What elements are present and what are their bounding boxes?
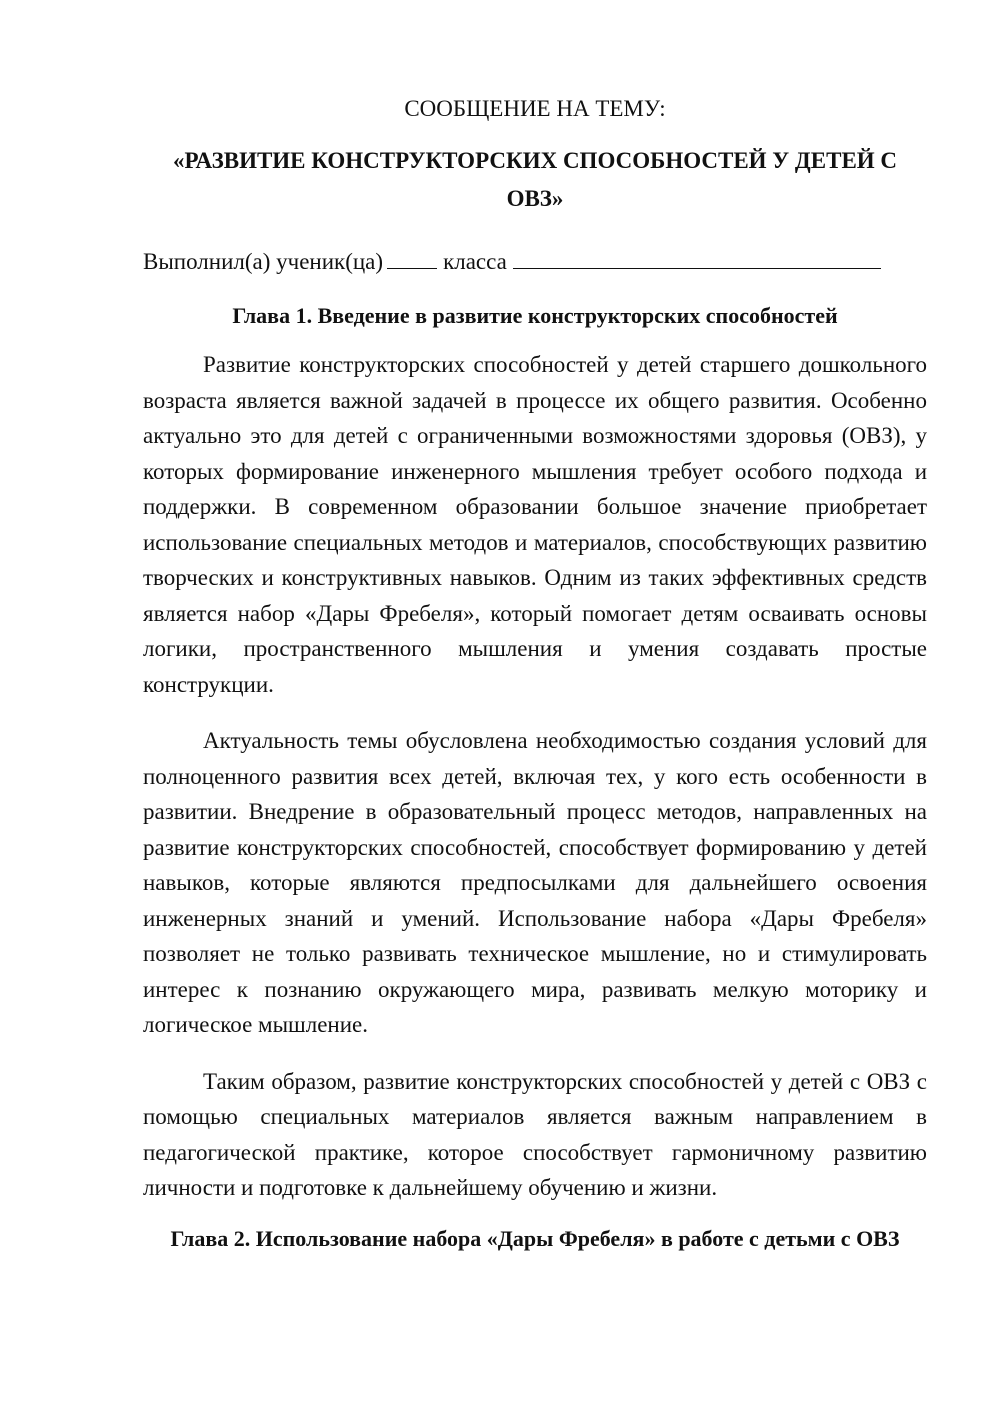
chapter-1-paragraph-3: Таким образом, развитие конструкторских способностей у детей с ОВЗ с помощью специальных материалов является важным направлением в педагогической практике, которое способствует гармоничному развитию личности и подготовке к дальнейшему обучению и жизни.	[143, 1068, 927, 1200]
student-name-blank	[513, 246, 881, 269]
chapter-1-paragraph-1: Развитие конструкторских способностей у детей старшего дошкольного возраста является важной задачей в процессе их общего развития. Особенно актуально это для детей с ограниченными возможностями здоровья (ОВЗ), у которых формирование инженерного мышления требует особого подхода и поддержки. В современном образовании большое значение приобретает использование специальных методов и материалов, способствующих развитию творческих и конструктивных навыков. Одним из таких эффективных средств является набор «Дары Фребеля», который помогает детям осваивать основы логики, пространственного мышления и умения создавать простые конструкции.	[143, 352, 927, 697]
chapter-1-title: Глава 1. Введение в развитие конструкторских способностей	[232, 303, 838, 328]
chapter-2-title: Глава 2. Использование набора «Дары Фребеля» в работе с детьми с ОВЗ	[170, 1225, 900, 1251]
class-label: класса	[443, 249, 507, 274]
author-line	[143, 246, 927, 277]
class-number-blank	[387, 246, 437, 269]
author-prefix: Выполнил(а) ученик(ца)	[143, 249, 384, 274]
document-topic-title: «РАЗВИТИЕ КОНСТРУКТОРСКИХ СПОСОБНОСТЕЙ У ДЕТЕЙ С ОВЗ»	[172, 148, 898, 211]
document-page	[143, 94, 927, 1254]
chapter-1-paragraph-2: Актуальность темы обусловлена необходимостью создания условий для полноценного развития всех детей, включая тех, у кого есть особенности в развитии. Внедрение в образовательный процесс методов, направленных на развитие конструкторских способностей, способствует формированию у детей навыков, которые являются предпосылками для дальнейшего освоения инженерных знаний и умений. Использование набора «Дары Фребеля» позволяет не только развивать техническое мышление, но и стимулировать интерес к познанию окружающего мира, развивать мелкую моторику и логическое мышление.	[143, 728, 927, 1037]
document-header-line: СООБЩЕНИЕ НА ТЕМУ:	[404, 96, 666, 121]
